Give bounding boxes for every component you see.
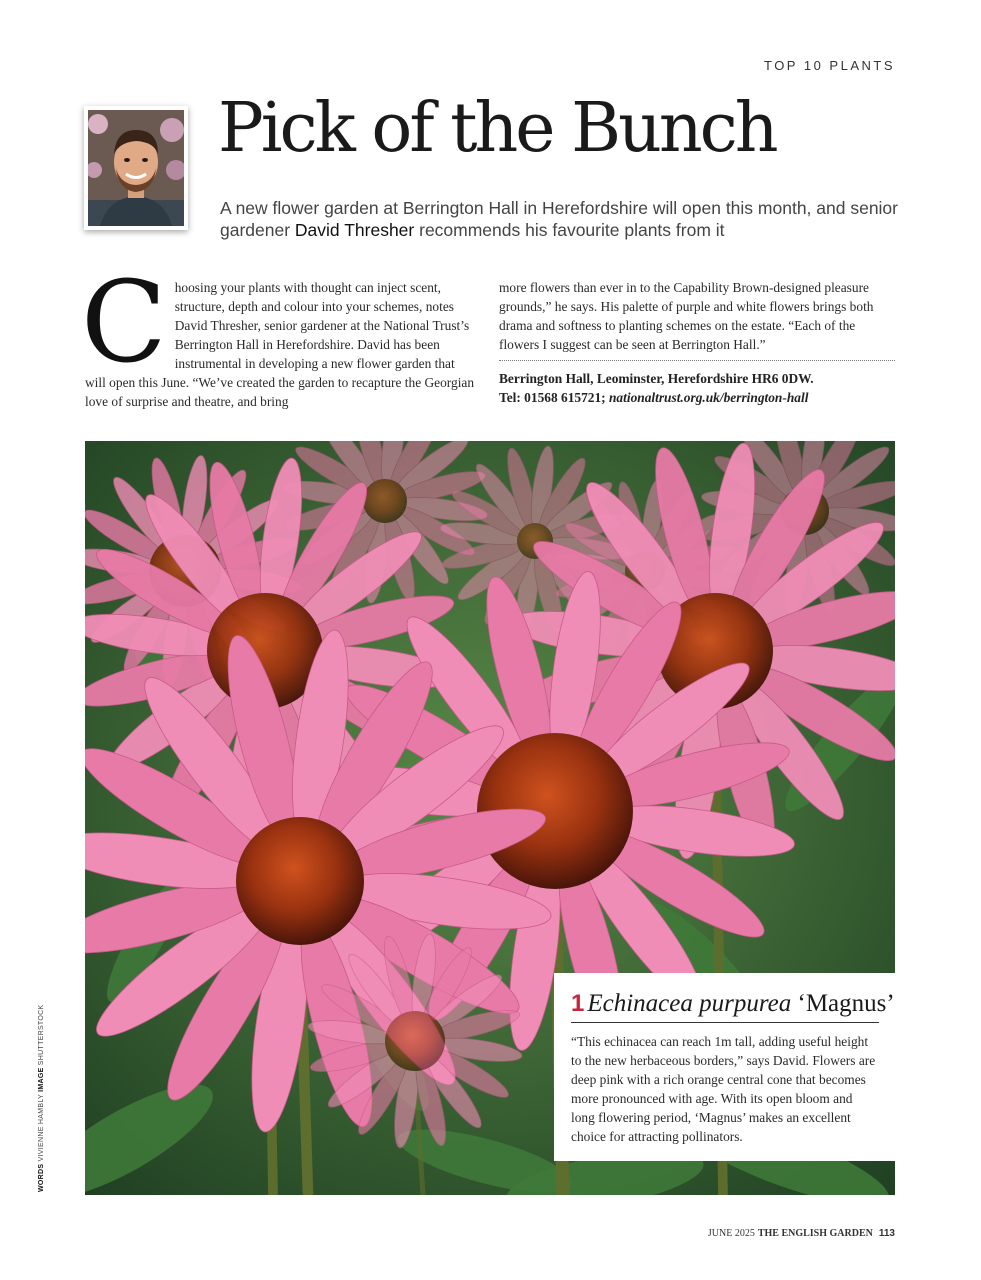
image-label: IMAGE (38, 1067, 45, 1092)
standfirst-intro: A new flower garden at Berrington Hall in Herefordshire will open this month, and senior gardener (220, 198, 898, 240)
plant-latin-name: Echinacea purpurea (587, 990, 792, 1017)
website-link[interactable]: nationaltrust.org.uk/berrington-hall (608, 390, 809, 405)
flower-cone (385, 1011, 445, 1071)
plant-number: 1 (571, 990, 585, 1017)
drop-cap: C (81, 258, 167, 388)
plant-name-heading (571, 989, 895, 1023)
standfirst-end: recommends his favourite plants from it (414, 220, 725, 240)
page-footer (708, 1228, 895, 1239)
standfirst (220, 197, 900, 241)
issue-date: JUNE 2025 (707, 1228, 755, 1239)
flower-cone (236, 817, 364, 945)
page-title: Pick of the Bunch (218, 89, 776, 168)
words-label: WORDS (38, 1163, 45, 1192)
author-name: David Thresher (294, 220, 415, 240)
flower-cone (363, 479, 407, 523)
telephone: Tel: 01568 615721; (499, 390, 609, 405)
article-text-2: more flowers than ever in to the Capability Brown-designed pleasure grounds,” he says. His palette of purple and white flowers brings both drama and softness to planting schemes on the estate. “Each of the flowers I suggest can be seen at Berrington Hall.” (499, 280, 874, 352)
article-column-2 (499, 278, 895, 407)
magazine-name: THE ENGLISH GARDEN (757, 1228, 873, 1239)
plant-caption (554, 973, 895, 1161)
section-label: TOP 10 PLANTS (763, 58, 895, 73)
article-text-1: hoosing your plants with thought can inject scent, structure, depth and colour into your schemes, notes David Thresher, senior gardener at the National Trust’s Berrington Hall in Herefordshire. David has been instrumental in developing a new flower garden that will open this June. “We’ve created the garden to recapture the Georgian love of surprise and theatre, and bring (85, 280, 475, 409)
plant-description: “This echinacea can reach 1m tall, adding useful height to the new herbaceous borders,” says David. Flowers are deep pink with a rich orange central cone that becomes more pronounced with age. With its open bloom and long flowering period, ‘Magnus’ makes an excellent choice for attracting pollinators. (571, 1034, 876, 1144)
address: Berrington Hall, Leominster, Herefordshire HR6 0DW. (499, 371, 814, 386)
article-column-1 (81, 258, 475, 411)
photo-credits (38, 1005, 45, 1192)
gardener-portrait-icon (88, 110, 184, 226)
author-portrait (84, 106, 188, 230)
page-number: 113 (878, 1228, 895, 1239)
dotted-divider (499, 360, 895, 361)
plant-cultivar: ‘Magnus’ (791, 990, 895, 1017)
contact-line (499, 388, 895, 407)
image-credit: SHUTTERSTOCK (38, 1004, 45, 1066)
words-credit: VIVIENNE HAMBLY (38, 1094, 45, 1162)
